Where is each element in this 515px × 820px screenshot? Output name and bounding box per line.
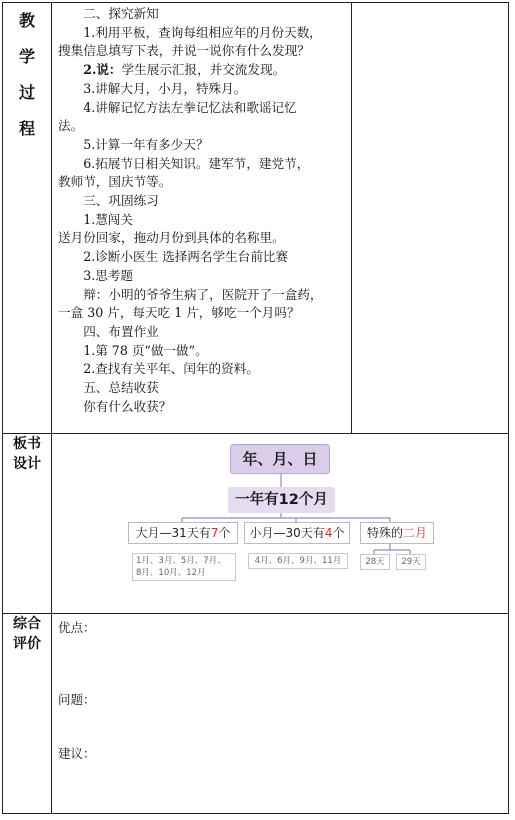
process-line: 4.讲解记忆方法左拳记忆法和歌谣记忆 bbox=[83, 99, 297, 115]
special-month-box: 特殊的二月 bbox=[360, 522, 434, 544]
process-line: 辩：小明的爷爷生病了，医院开了一盒药， bbox=[83, 286, 323, 302]
process-content-cell bbox=[52, 3, 352, 434]
process-line: 1.利用平板，查询每组相应年的月份天数， bbox=[83, 24, 322, 40]
process-line: 3.讲解大月，小月，特殊月。 bbox=[83, 80, 247, 96]
process-line: 搜集信息填写下表，并说一说你有什么发现？ bbox=[58, 43, 310, 59]
process-line: 1.第 78 页“做一做”。 bbox=[83, 342, 208, 358]
eval-suggestions-label: 建议： bbox=[58, 746, 96, 761]
big-month-box: 大月—31天有7个 bbox=[128, 522, 238, 544]
process-line: 你有什么收获？ bbox=[83, 398, 172, 414]
process-label-char: 教 bbox=[18, 11, 35, 30]
process-content bbox=[52, 3, 351, 416]
eval-label-line: 评价 bbox=[13, 636, 41, 652]
eval-pros-label: 优点： bbox=[58, 620, 96, 635]
process-line: 2.查找有关平年、闰年的资料。 bbox=[83, 361, 259, 377]
feb-29-days: 29天 bbox=[396, 554, 426, 570]
eval-problems-label: 问题： bbox=[58, 692, 96, 707]
process-line: 四、布置作业 bbox=[83, 323, 159, 339]
process-line: 法。 bbox=[58, 118, 84, 134]
process-line: 一盒 30 片，每天吃 1 片，够吃一个月吗？ bbox=[58, 305, 300, 321]
eval-label-line: 综合 bbox=[13, 616, 41, 632]
process-label-char: 学 bbox=[18, 47, 35, 66]
process-line: 教师节，国庆节等。 bbox=[58, 174, 172, 190]
small-month-box: 小月—30天有4个 bbox=[244, 522, 350, 544]
process-label-cell bbox=[3, 3, 52, 434]
process-line: 1.慧闯关 bbox=[83, 211, 133, 227]
process-line: 三、巩固练习 bbox=[83, 193, 159, 209]
feb-28-days: 28天 bbox=[360, 554, 390, 570]
process-line: 二、探究新知 bbox=[83, 6, 159, 21]
board-label-cell bbox=[3, 434, 52, 614]
small-month-list: 4月、6月、9月、11月 bbox=[248, 553, 348, 569]
eval-content-cell bbox=[52, 614, 509, 814]
process-notes-cell bbox=[352, 3, 509, 434]
process-line: 送月份回家，拖动月份到具体的名称里。 bbox=[58, 230, 285, 246]
board-subtitle: 一年有12个月 bbox=[228, 487, 335, 513]
board-title: 年、月、日 bbox=[230, 444, 330, 474]
big-month-list: 1月、3月、5月、7月、 8月、10月、12月 bbox=[132, 553, 236, 581]
lesson-table bbox=[2, 2, 509, 814]
process-line: 五、总结收获 bbox=[83, 380, 159, 396]
process-label-char: 过 bbox=[18, 83, 35, 102]
board-label-line: 设计 bbox=[13, 456, 41, 472]
process-label-char: 程 bbox=[18, 119, 35, 138]
process-line: 6.拓展节日相关知识。建军节，建党节， bbox=[83, 155, 310, 171]
board-label-line: 板书 bbox=[13, 436, 41, 452]
eval-label-cell bbox=[3, 614, 52, 814]
process-line: 2.诊断小医生 选择两名学生台前比赛 bbox=[83, 249, 289, 265]
process-line: 5.计算一年有多少天？ bbox=[83, 136, 209, 152]
process-line: 3.思考题 bbox=[83, 267, 133, 283]
process-line: 2.说：学生展示汇报，并交流发现。 bbox=[83, 62, 286, 78]
board-design-cell bbox=[52, 434, 509, 614]
